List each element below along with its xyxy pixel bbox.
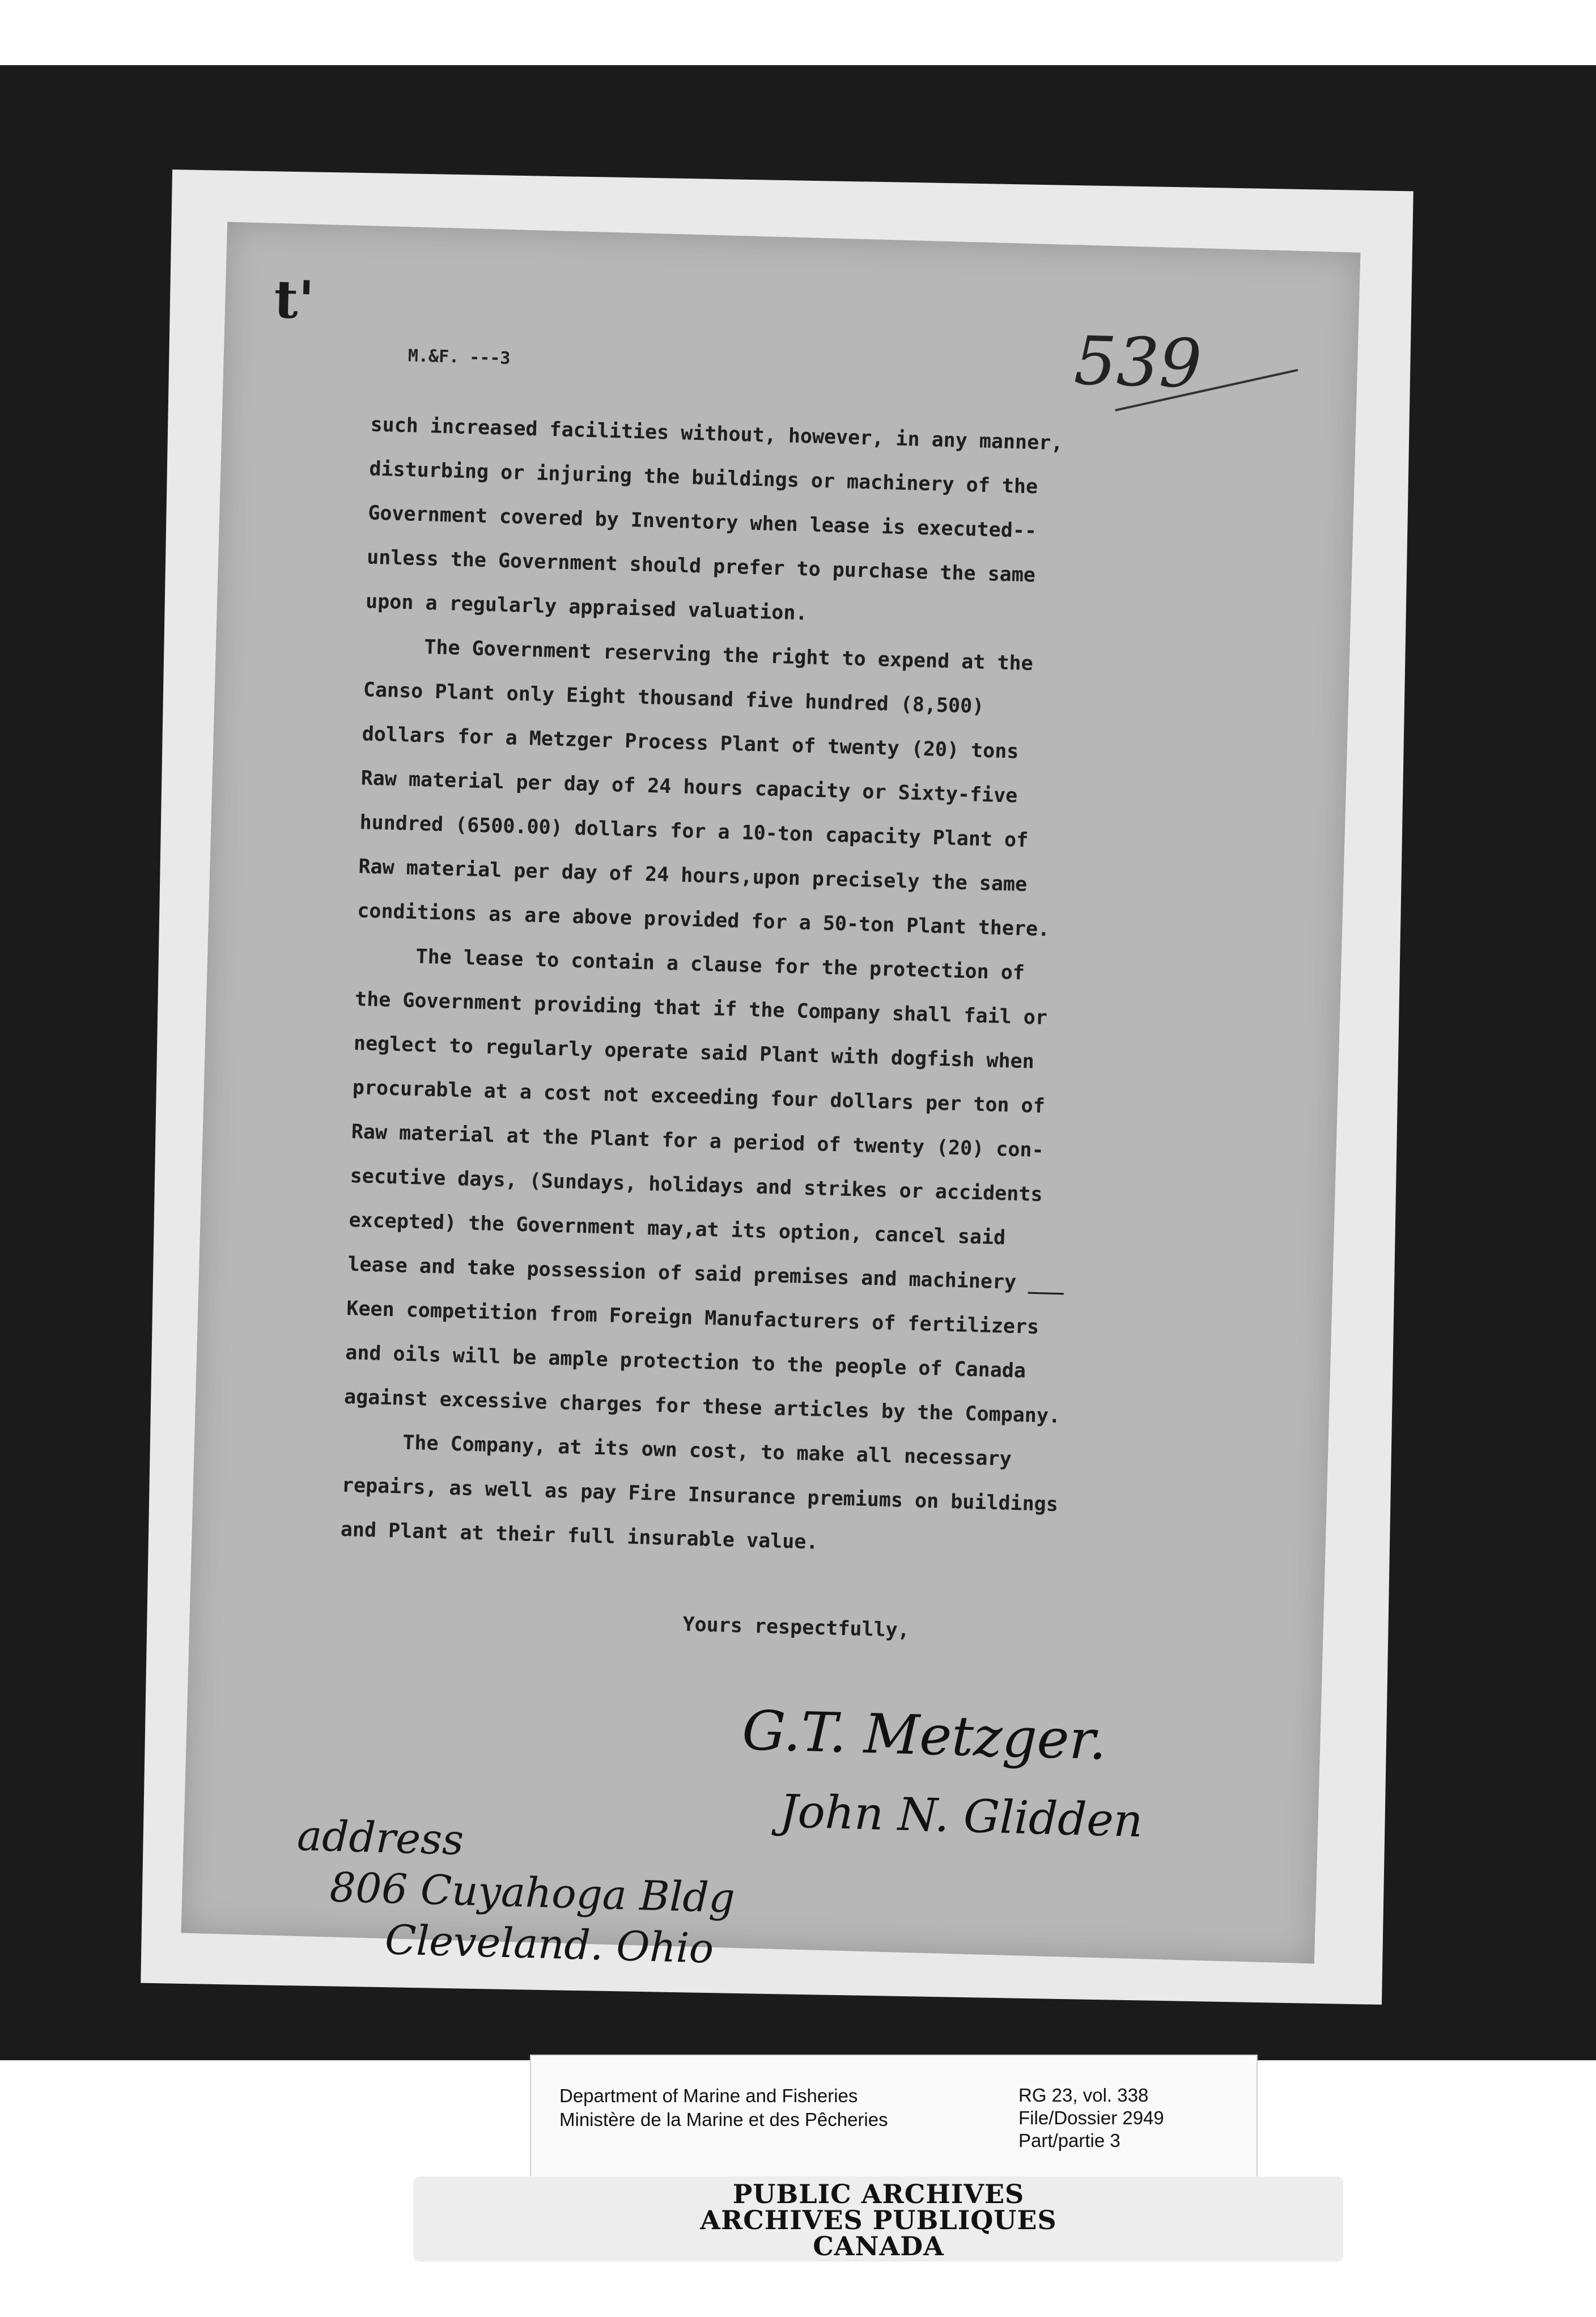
letter-body xyxy=(340,402,1204,1574)
department-french: Ministère de la Marine et des Pêcheries xyxy=(559,2109,888,2130)
body-line: dollars for a Metzger Process Plant of twenty (20) tons xyxy=(362,723,1019,763)
body-line: The Company, at its own cost, to make all necessary xyxy=(342,1429,1012,1471)
body-line: and Plant at their full insurable value. xyxy=(340,1518,818,1554)
body-line: The Government reserving the right to expend at the xyxy=(364,634,1034,676)
corner-mark: t' xyxy=(273,268,315,331)
body-line: the Government providing that if the Company shall fail or xyxy=(354,988,1048,1030)
signature-glidden: John N. Glidden xyxy=(779,1784,1144,1848)
handwritten-address-street: 806 Cuyahoga Bldg xyxy=(329,1863,736,1922)
body-line: Raw material at the Plant for a period of twenty (20) con- xyxy=(351,1121,1045,1162)
body-line: and oils will be ample protection to the people of Canada xyxy=(345,1341,1026,1383)
body-line: Raw material per day of 24 hours,upon precisely the same xyxy=(358,855,1028,897)
page-reference: M.&F. ---3 xyxy=(408,346,511,369)
body-line: against excessive charges for these articles by the Company. xyxy=(343,1385,1061,1428)
body-line: secutive days, (Sundays, holidays and strikes or accidents xyxy=(350,1164,1043,1207)
stamp-line-1: PUBLIC ARCHIVES xyxy=(732,2179,1025,2209)
stamp-line-3: CANADA xyxy=(813,2231,944,2261)
body-line: repairs, as well as pay Fire Insurance premiums on buildings xyxy=(341,1474,1059,1516)
letter-page xyxy=(181,222,1361,1972)
body-line: Keen competition from Foreign Manufacturers of fertilizers xyxy=(346,1297,1039,1339)
body-line: excepted) the Government may,at its option, cancel said xyxy=(349,1208,1006,1250)
body-line: Raw material per day of 24 hours capacity or Sixty-five xyxy=(360,767,1018,808)
body-line: upon a regularly appraised valuation. xyxy=(365,590,808,625)
signature-metzger: G.T. Metzger. xyxy=(741,1699,1107,1772)
department-english: Department of Marine and Fisheries xyxy=(559,2085,858,2106)
handwritten-address-city: Cleveland. Ohio xyxy=(384,1916,715,1972)
body-line: neglect to regularly operate said Plant with dogfish when xyxy=(353,1032,1035,1073)
body-line: The lease to contain a clause for the protection of xyxy=(355,944,1025,985)
body-line: unless the Government should prefer to purchase the same xyxy=(366,546,1036,587)
body-line: such increased facilities without, however, in any manner, xyxy=(370,413,1063,455)
body-line: disturbing or injuring the buildings or machinery of the xyxy=(368,457,1038,499)
body-line: lease and take possession of said premises and machinery ___ xyxy=(347,1253,1064,1296)
archives-stamp xyxy=(414,2176,1343,2261)
record-group: RG 23, vol. 338 xyxy=(1018,2085,1149,2106)
part-number: Part/partie 3 xyxy=(1018,2130,1120,2151)
closing-salutation: Yours respectfully, xyxy=(682,1613,910,1642)
body-line: Canso Plant only Eight thousand five hundred (8,500) xyxy=(363,678,984,718)
body-line: Government covered by Inventory when lease is executed-- xyxy=(367,502,1037,543)
folio-number: 539 xyxy=(1073,321,1203,404)
handwritten-address-label: address xyxy=(296,1811,465,1865)
body-line: hundred (6500.00) dollars for a 10-ton capacity Plant of xyxy=(359,811,1029,852)
archive-label xyxy=(530,2055,1258,2182)
body-line: procurable at a cost not exceeding four dollars per ton of xyxy=(352,1076,1046,1118)
archive-label-reference xyxy=(1018,2084,1164,2152)
body-line: conditions as are above provided for a 50-ton Plant there. xyxy=(356,899,1050,941)
stamp-line-2: ARCHIVES PUBLIQUES xyxy=(700,2205,1057,2235)
archive-label-department xyxy=(559,2084,888,2132)
file-number: File/Dossier 2949 xyxy=(1018,2107,1164,2128)
